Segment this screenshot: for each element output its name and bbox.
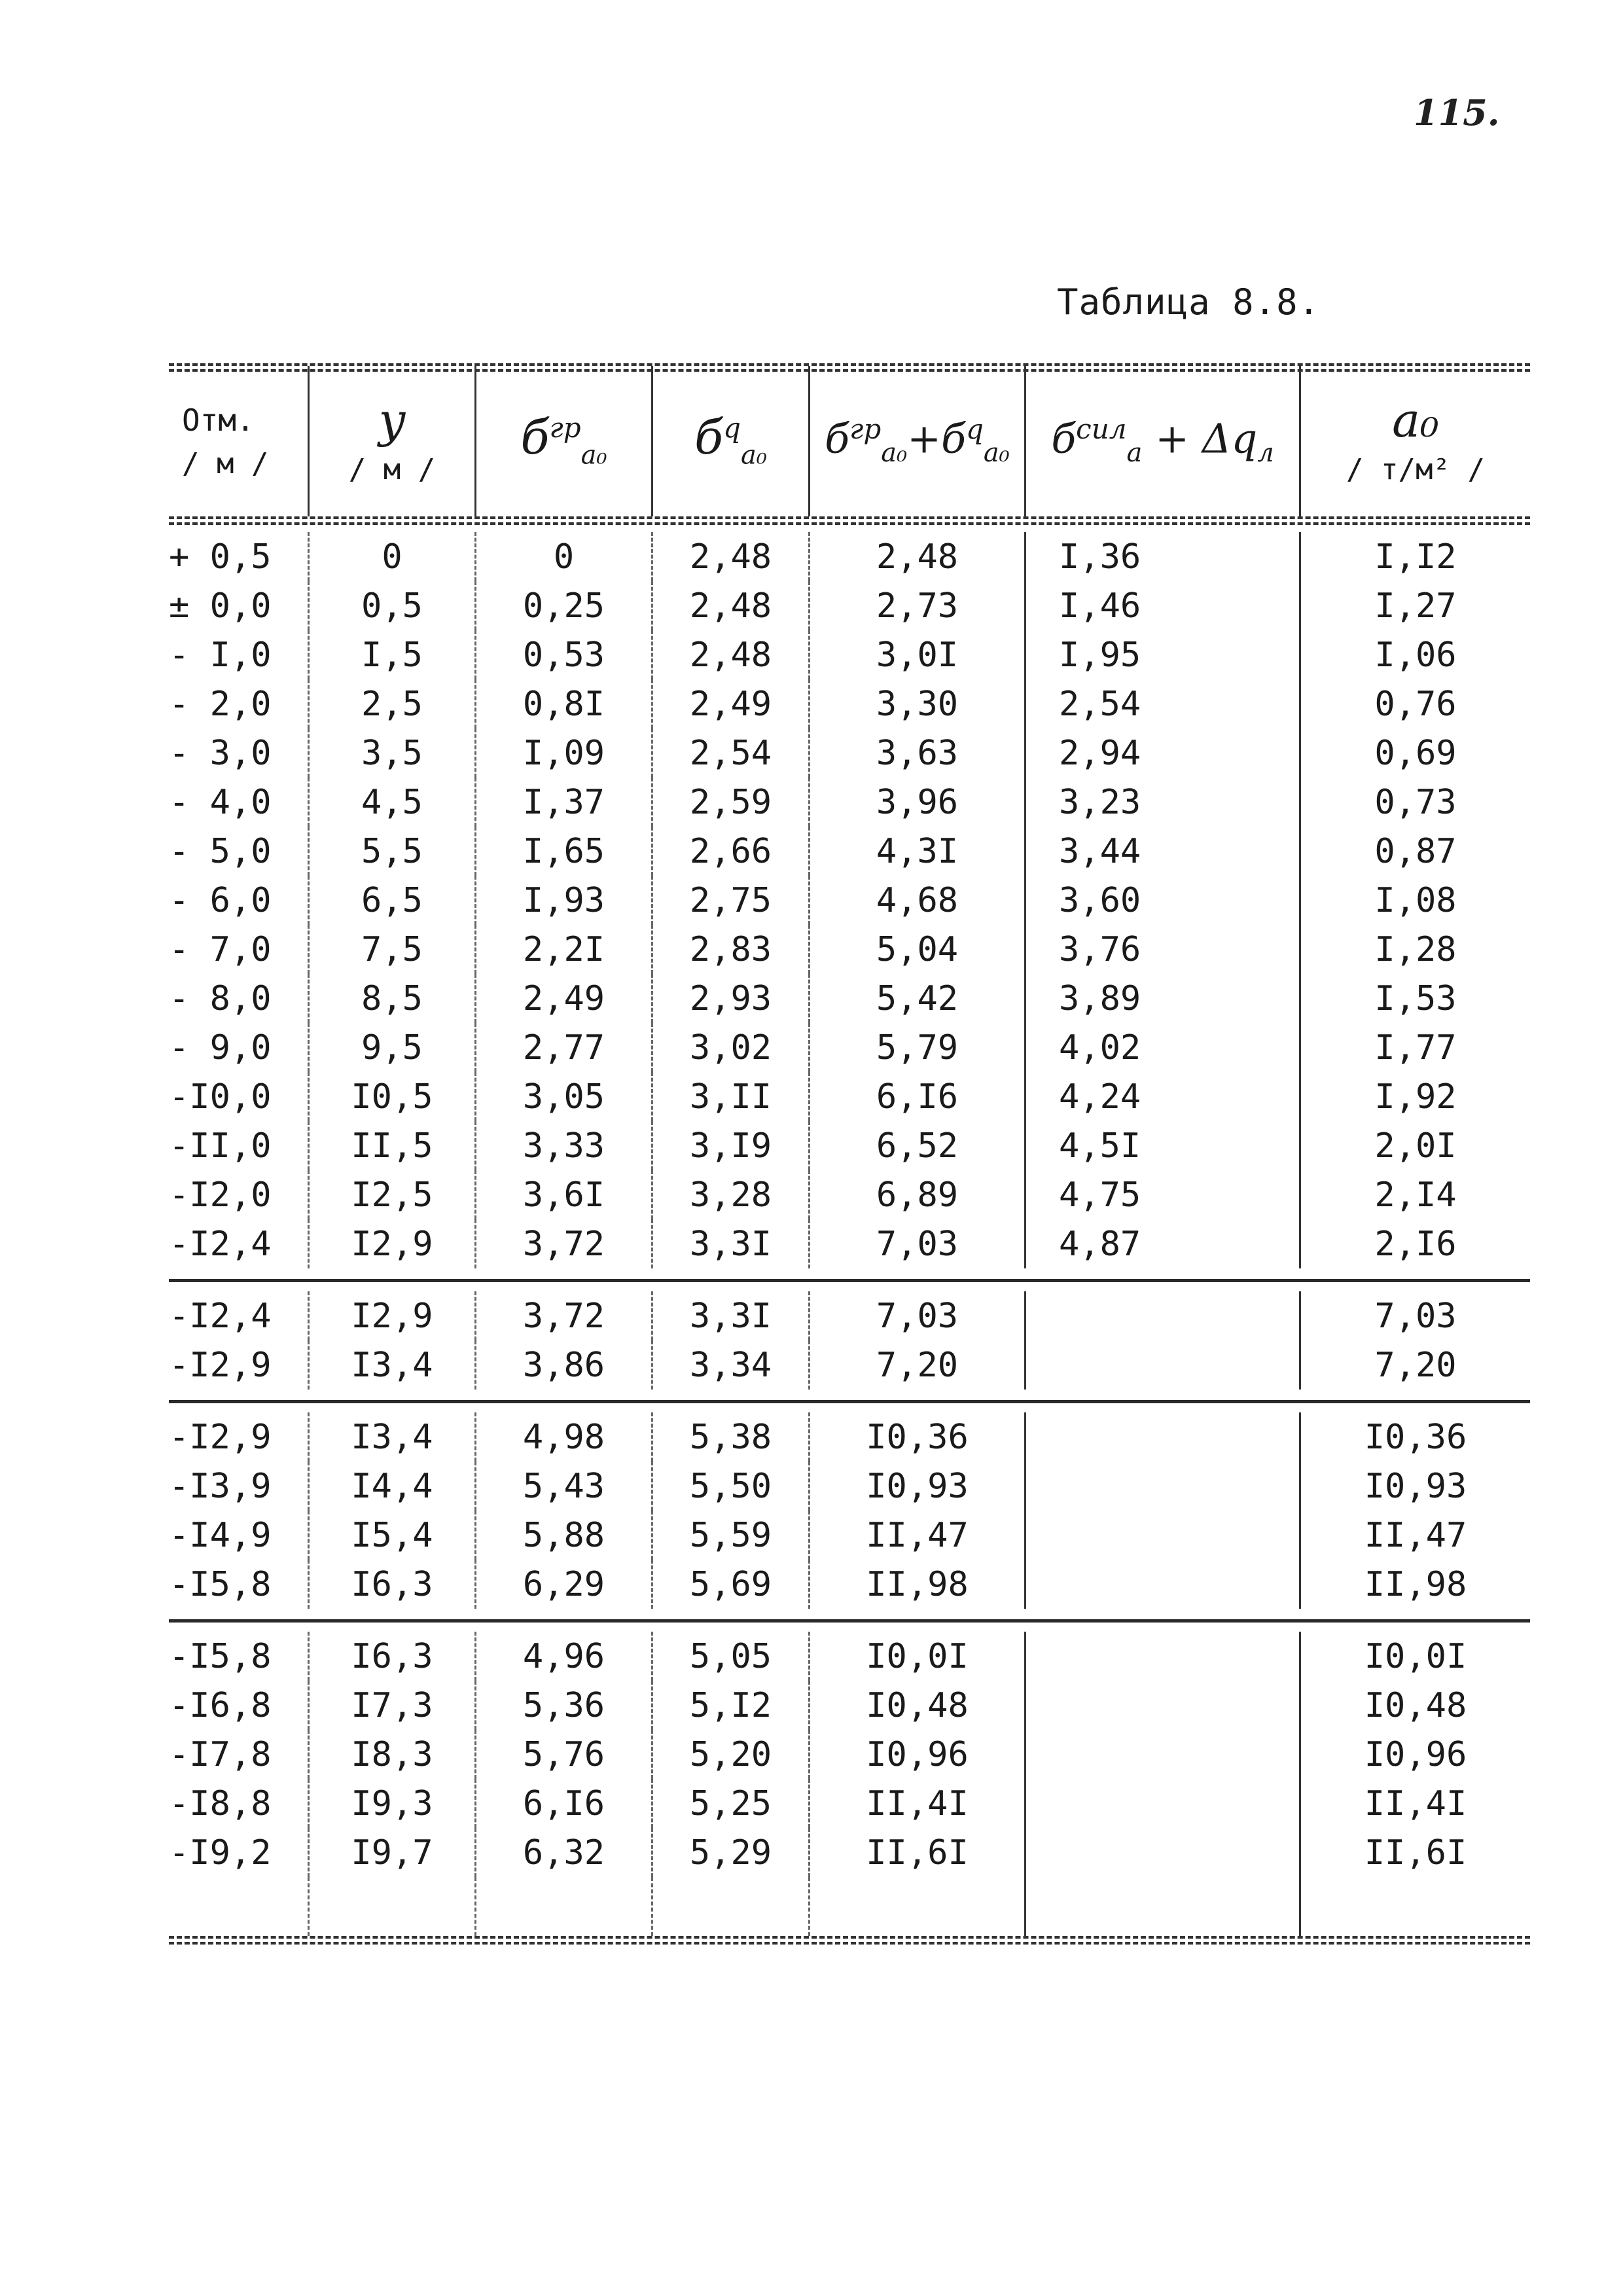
- cell-sigma-sil: 3,23: [1026, 778, 1301, 827]
- cell-sigma-q: 2,49: [653, 679, 810, 728]
- cell-elevation: -I8,8: [169, 1779, 310, 1828]
- cell-sigma-sil: [1026, 1779, 1301, 1828]
- cell-sigma-sil: I,36: [1026, 532, 1301, 581]
- cell-sigma-q: 3,3I: [653, 1219, 810, 1268]
- table-row: [169, 1412, 1530, 1462]
- cell-sigma-gr: 0,8I: [476, 679, 653, 728]
- cell-sigma-sum: 5,79: [810, 1023, 1026, 1072]
- cell-sigma-gr: 5,76: [476, 1730, 653, 1779]
- cell-sigma-sum: 2,73: [810, 581, 1026, 630]
- table-body: [169, 519, 1530, 1877]
- cell-sigma-gr: 6,29: [476, 1560, 653, 1609]
- cell-sigma-sum: 5,42: [810, 974, 1026, 1023]
- cell-y: I7,3: [310, 1681, 476, 1730]
- cell-elevation: -I9,2: [169, 1828, 310, 1877]
- cell-sigma-gr: 2,49: [476, 974, 653, 1023]
- table-row: [169, 679, 1530, 728]
- cell-sigma-sil: [1026, 1681, 1301, 1730]
- cell-sigma-q: 2,66: [653, 827, 810, 876]
- cell-sigma-sil: [1026, 1412, 1301, 1462]
- cell-sigma-gr: I,65: [476, 827, 653, 876]
- cell-sigma-gr: 4,98: [476, 1412, 653, 1462]
- cell-sigma-q: 5,20: [653, 1730, 810, 1779]
- header-sigma-sum: [810, 366, 1026, 516]
- cell-y: I2,5: [310, 1170, 476, 1219]
- header-sigma-q-symbol: $б^q_{a_0}$: [694, 410, 767, 471]
- cell-y: I2,9: [310, 1219, 476, 1268]
- cell-y: 3,5: [310, 728, 476, 778]
- cell-a0: I0,48: [1364, 1685, 1467, 1725]
- table-row: [169, 925, 1530, 974]
- table-header: [169, 366, 1530, 516]
- table-row: [169, 1730, 1530, 1779]
- cell-sigma-q: 5,29: [653, 1828, 810, 1877]
- cell-y: I4,4: [310, 1462, 476, 1511]
- cell-a0: I,I2: [1374, 537, 1457, 577]
- cell-sigma-q: 3,3I: [653, 1291, 810, 1340]
- cell-sigma-gr: 3,05: [476, 1072, 653, 1121]
- header-y-symbol: y: [378, 392, 406, 448]
- table-row: [169, 1121, 1530, 1170]
- cell-elevation: -I3,9: [169, 1462, 310, 1511]
- cell-elevation: - 9,0: [169, 1023, 310, 1072]
- group-separator: [169, 1619, 1530, 1623]
- table-caption: Таблица 8.8.: [1057, 281, 1321, 323]
- table-row: [169, 778, 1530, 827]
- cell-sigma-q: 2,48: [653, 532, 810, 581]
- cell-a0: I0,0I: [1364, 1636, 1467, 1676]
- cell-y: I9,7: [310, 1828, 476, 1877]
- cell-sigma-gr: 4,96: [476, 1632, 653, 1681]
- cell-sigma-sum: 6,52: [810, 1121, 1026, 1170]
- cell-sigma-sum: 3,0I: [810, 630, 1026, 679]
- cell-elevation: -I7,8: [169, 1730, 310, 1779]
- cell-sigma-sil: 4,02: [1026, 1023, 1301, 1072]
- cell-elevation: -I6,8: [169, 1681, 310, 1730]
- header-sigma-gr-symbol: $б^{гр}_{a_0}$: [520, 410, 607, 471]
- cell-sigma-q: 2,75: [653, 876, 810, 925]
- cell-sigma-sum: II,6I: [810, 1828, 1026, 1877]
- cell-a0: 0,73: [1374, 782, 1457, 822]
- cell-sigma-q: 2,54: [653, 728, 810, 778]
- cell-sigma-sil: 2,94: [1026, 728, 1301, 778]
- cell-y: 6,5: [310, 876, 476, 925]
- header-y-unit: / м /: [348, 452, 436, 486]
- cell-elevation: -II,0: [169, 1121, 310, 1170]
- header-a0-unit: / т/м² /: [1346, 452, 1485, 486]
- cell-sigma-sil: 4,87: [1026, 1219, 1301, 1268]
- cell-sigma-sil: 3,60: [1026, 876, 1301, 925]
- cell-sigma-q: 3,34: [653, 1340, 810, 1390]
- cell-sigma-sum: 2,48: [810, 532, 1026, 581]
- cell-a0: II,98: [1364, 1564, 1467, 1604]
- cell-a0: I,08: [1374, 880, 1457, 920]
- cell-sigma-q: 3,02: [653, 1023, 810, 1072]
- cell-y: I6,3: [310, 1632, 476, 1681]
- cell-y: I2,9: [310, 1291, 476, 1340]
- cell-sigma-sum: II,4I: [810, 1779, 1026, 1828]
- header-elevation-label: Отм.: [182, 402, 255, 438]
- header-a0-symbol: a₀: [1392, 392, 1439, 448]
- cell-sigma-gr: 3,86: [476, 1340, 653, 1390]
- cell-a0: 2,I6: [1374, 1224, 1457, 1264]
- table-row: [169, 1681, 1530, 1730]
- cell-sigma-gr: I,37: [476, 778, 653, 827]
- cell-sigma-sil: [1026, 1462, 1301, 1511]
- cell-sigma-sum: I0,48: [810, 1681, 1026, 1730]
- table-row: [169, 827, 1530, 876]
- table-row: [169, 1632, 1530, 1681]
- cell-y: 0: [310, 532, 476, 581]
- cell-elevation: + 0,5: [169, 532, 310, 581]
- cell-a0: I0,36: [1364, 1417, 1467, 1457]
- cell-a0: I,28: [1374, 929, 1457, 969]
- cell-sigma-sil: 3,44: [1026, 827, 1301, 876]
- cell-elevation: -I2,9: [169, 1340, 310, 1390]
- header-sigma-q: [653, 366, 810, 516]
- cell-sigma-gr: 0,25: [476, 581, 653, 630]
- cell-sigma-sum: 5,04: [810, 925, 1026, 974]
- header-elevation-unit: / м /: [182, 446, 269, 480]
- cell-a0: II,47: [1364, 1515, 1467, 1555]
- cell-sigma-gr: 2,77: [476, 1023, 653, 1072]
- cell-sigma-gr: 3,72: [476, 1291, 653, 1340]
- cell-sigma-q: 3,II: [653, 1072, 810, 1121]
- cell-sigma-q: 2,83: [653, 925, 810, 974]
- table-group: [169, 532, 1530, 1268]
- cell-sigma-sum: I0,93: [810, 1462, 1026, 1511]
- cell-elevation: ± 0,0: [169, 581, 310, 630]
- cell-sigma-sum: I0,96: [810, 1730, 1026, 1779]
- cell-sigma-gr: 3,72: [476, 1219, 653, 1268]
- cell-y: I6,3: [310, 1560, 476, 1609]
- table-row: [169, 1291, 1530, 1340]
- cell-y: 0,5: [310, 581, 476, 630]
- table-row: [169, 1023, 1530, 1072]
- cell-sigma-sum: 6,89: [810, 1170, 1026, 1219]
- cell-y: I,5: [310, 630, 476, 679]
- cell-a0: 7,03: [1374, 1296, 1457, 1336]
- cell-y: 5,5: [310, 827, 476, 876]
- cell-sigma-sum: 3,96: [810, 778, 1026, 827]
- cell-elevation: -I0,0: [169, 1072, 310, 1121]
- cell-sigma-q: 3,I9: [653, 1121, 810, 1170]
- cell-elevation: - 7,0: [169, 925, 310, 974]
- cell-y: 4,5: [310, 778, 476, 827]
- cell-a0: II,6I: [1364, 1833, 1467, 1873]
- cell-sigma-sil: [1026, 1828, 1301, 1877]
- cell-sigma-gr: 5,43: [476, 1462, 653, 1511]
- cell-elevation: -I2,0: [169, 1170, 310, 1219]
- cell-sigma-sum: 7,20: [810, 1340, 1026, 1390]
- cell-elevation: -I5,8: [169, 1560, 310, 1609]
- data-table: [169, 363, 1530, 1939]
- cell-y: I0,5: [310, 1072, 476, 1121]
- cell-sigma-gr: 5,88: [476, 1511, 653, 1560]
- cell-a0: 0,69: [1374, 733, 1457, 773]
- cell-sigma-sil: 4,24: [1026, 1072, 1301, 1121]
- cell-sigma-q: 2,93: [653, 974, 810, 1023]
- table-group: [169, 1412, 1530, 1609]
- header-sigma-sum-symbol: $б^{гр}_{a_0}+б^q_{a_0}$: [825, 413, 1010, 469]
- cell-elevation: -I2,4: [169, 1219, 310, 1268]
- table-row: [169, 728, 1530, 778]
- cell-a0: 0,76: [1374, 684, 1457, 724]
- cell-sigma-gr: 6,32: [476, 1828, 653, 1877]
- cell-elevation: - I,0: [169, 630, 310, 679]
- cell-sigma-q: 5,69: [653, 1560, 810, 1609]
- cell-y: II,5: [310, 1121, 476, 1170]
- cell-elevation: -I5,8: [169, 1632, 310, 1681]
- cell-sigma-q: 5,05: [653, 1632, 810, 1681]
- cell-y: I9,3: [310, 1779, 476, 1828]
- cell-sigma-q: 5,25: [653, 1779, 810, 1828]
- cell-sigma-sum: 7,03: [810, 1291, 1026, 1340]
- cell-a0: I0,93: [1364, 1466, 1467, 1506]
- cell-sigma-sil: I,46: [1026, 581, 1301, 630]
- cell-sigma-sil: [1026, 1511, 1301, 1560]
- page-number: 115.: [1414, 92, 1500, 134]
- cell-y: I3,4: [310, 1340, 476, 1390]
- group-separator: [169, 1279, 1530, 1282]
- header-sigma-sil: [1026, 366, 1301, 516]
- cell-sigma-sil: 4,75: [1026, 1170, 1301, 1219]
- cell-a0: I,27: [1374, 586, 1457, 626]
- table-row: [169, 974, 1530, 1023]
- cell-sigma-sil: [1026, 1632, 1301, 1681]
- cell-sigma-sum: 3,30: [810, 679, 1026, 728]
- table-row: [169, 1219, 1530, 1268]
- cell-sigma-gr: 3,33: [476, 1121, 653, 1170]
- cell-y: I3,4: [310, 1412, 476, 1462]
- cell-sigma-gr: 5,36: [476, 1681, 653, 1730]
- table-row: [169, 1828, 1530, 1877]
- cell-elevation: - 8,0: [169, 974, 310, 1023]
- cell-y: 8,5: [310, 974, 476, 1023]
- cell-y: I8,3: [310, 1730, 476, 1779]
- table-group: [169, 1291, 1530, 1390]
- cell-sigma-gr: I,09: [476, 728, 653, 778]
- header-sigma-gr: [476, 366, 653, 516]
- cell-elevation: -I2,4: [169, 1291, 310, 1340]
- cell-sigma-sum: I0,0I: [810, 1632, 1026, 1681]
- group-separator: [169, 1400, 1530, 1403]
- cell-sigma-sum: 4,3I: [810, 827, 1026, 876]
- cell-sigma-sil: [1026, 1560, 1301, 1609]
- cell-sigma-q: 2,48: [653, 581, 810, 630]
- table-row: [169, 532, 1530, 581]
- cell-sigma-q: 3,28: [653, 1170, 810, 1219]
- table-row: [169, 581, 1530, 630]
- header-y: [310, 366, 476, 516]
- cell-sigma-sum: 3,63: [810, 728, 1026, 778]
- cell-sigma-sil: I,95: [1026, 630, 1301, 679]
- cell-elevation: -I4,9: [169, 1511, 310, 1560]
- cell-sigma-sum: II,98: [810, 1560, 1026, 1609]
- cell-sigma-sil: [1026, 1730, 1301, 1779]
- table-bottom-rule: [169, 1936, 1530, 1939]
- cell-elevation: - 4,0: [169, 778, 310, 827]
- cell-sigma-sum: 6,I6: [810, 1072, 1026, 1121]
- cell-sigma-gr: 3,6I: [476, 1170, 653, 1219]
- cell-sigma-sum: II,47: [810, 1511, 1026, 1560]
- header-elevation: [169, 366, 310, 516]
- cell-elevation: - 2,0: [169, 679, 310, 728]
- cell-sigma-sil: 3,89: [1026, 974, 1301, 1023]
- cell-sigma-q: 5,38: [653, 1412, 810, 1462]
- cell-sigma-q: 5,I2: [653, 1681, 810, 1730]
- table-row: [169, 876, 1530, 925]
- cell-sigma-q: 5,50: [653, 1462, 810, 1511]
- table-group: [169, 1632, 1530, 1877]
- table-row: [169, 1511, 1530, 1560]
- cell-sigma-sum: I0,36: [810, 1412, 1026, 1462]
- cell-a0: 2,0I: [1374, 1126, 1457, 1166]
- table-row: [169, 1170, 1530, 1219]
- cell-sigma-sil: [1026, 1291, 1301, 1340]
- table-row: [169, 1072, 1530, 1121]
- cell-elevation: - 3,0: [169, 728, 310, 778]
- cell-a0: I,06: [1374, 635, 1457, 675]
- cell-sigma-sum: 4,68: [810, 876, 1026, 925]
- cell-a0: I0,96: [1364, 1734, 1467, 1774]
- header-sigma-sil-symbol: $б^{сил}_a + \Delta q_л$: [1051, 413, 1274, 469]
- cell-sigma-gr: I,93: [476, 876, 653, 925]
- cell-y: 7,5: [310, 925, 476, 974]
- cell-sigma-gr: 0: [476, 532, 653, 581]
- cell-sigma-q: 2,48: [653, 630, 810, 679]
- cell-elevation: -I2,9: [169, 1412, 310, 1462]
- table-row: [169, 1779, 1530, 1828]
- cell-sigma-gr: 6,I6: [476, 1779, 653, 1828]
- cell-y: 9,5: [310, 1023, 476, 1072]
- cell-elevation: - 6,0: [169, 876, 310, 925]
- cell-sigma-gr: 2,2I: [476, 925, 653, 974]
- cell-sigma-sil: 4,5I: [1026, 1121, 1301, 1170]
- cell-a0: I,53: [1374, 978, 1457, 1018]
- cell-sigma-sil: 2,54: [1026, 679, 1301, 728]
- cell-sigma-gr: 0,53: [476, 630, 653, 679]
- header-a0: [1301, 366, 1530, 516]
- cell-y: 2,5: [310, 679, 476, 728]
- cell-a0: II,4I: [1364, 1784, 1467, 1823]
- table-row: [169, 1340, 1530, 1390]
- table-row: [169, 630, 1530, 679]
- table-row: [169, 1462, 1530, 1511]
- cell-a0: I,92: [1374, 1077, 1457, 1117]
- cell-sigma-sil: 3,76: [1026, 925, 1301, 974]
- cell-sigma-sum: 7,03: [810, 1219, 1026, 1268]
- cell-a0: 0,87: [1374, 831, 1457, 871]
- cell-sigma-sil: [1026, 1340, 1301, 1390]
- cell-elevation: - 5,0: [169, 827, 310, 876]
- cell-a0: I,77: [1374, 1028, 1457, 1067]
- cell-a0: 7,20: [1374, 1345, 1457, 1385]
- cell-a0: 2,I4: [1374, 1175, 1457, 1215]
- table-row: [169, 1560, 1530, 1609]
- table-bottom-space: [169, 1877, 1530, 1936]
- cell-sigma-q: 2,59: [653, 778, 810, 827]
- cell-sigma-q: 5,59: [653, 1511, 810, 1560]
- cell-y: I5,4: [310, 1511, 476, 1560]
